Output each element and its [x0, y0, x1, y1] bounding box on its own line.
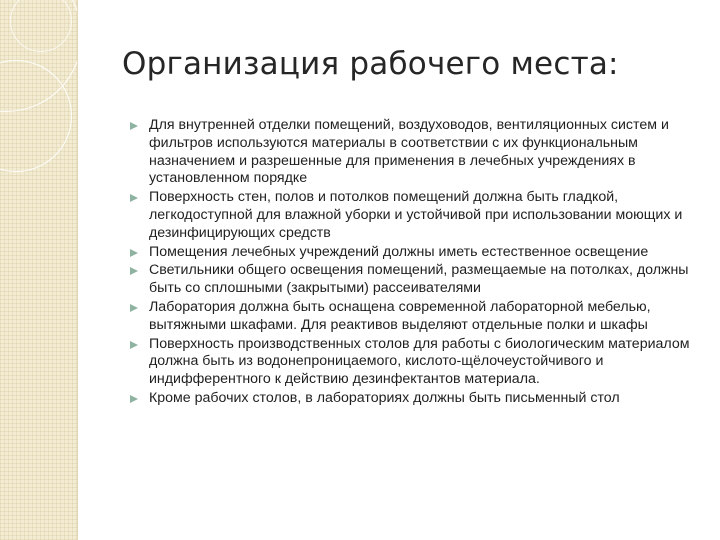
bullet-arrow-icon	[130, 267, 138, 275]
bullet-text: Кроме рабочих столов, в лабораториях должны быть письменный стол	[149, 389, 620, 406]
bullet-text: Для внутренней отделки помещений, воздуховодов, вентиляционных систем и фильтров используются материалы в соответствии с их функциональным назначением и разрешенные для применения в лечебных учреждениях в установленном порядке	[149, 117, 669, 187]
bullet-item	[130, 299, 692, 335]
bullet-arrow-icon	[130, 304, 138, 312]
bullet-item	[130, 244, 692, 262]
bullet-text: Поверхность стен, полов и потолков помещений должна быть гладкой, легкодоступной для влажной уборки и устойчивой при использовании моющих и дезинфицирующих средств	[149, 189, 683, 241]
bullet-text: Светильники общего освещения помещений, размещаемые на потолках, должны быть со сплошными (закрытыми) рассеивателями	[149, 262, 689, 297]
bullet-arrow-icon	[130, 194, 138, 202]
bullet-arrow-icon	[130, 249, 138, 257]
bullet-item	[130, 189, 692, 242]
bullet-text: Поверхность производственных столов для работы с биологическим материалом должна быть из водонепроницаемого, кислото-щёлочеустойчивого и индифферентного к действию дезинфектантов материала.	[149, 335, 690, 388]
bullet-list	[130, 117, 692, 409]
decorative-side-panel	[0, 0, 78, 540]
bullet-item	[130, 262, 692, 298]
bullet-item	[130, 336, 692, 389]
bullet-arrow-icon	[130, 395, 138, 403]
bullet-arrow-icon	[130, 341, 138, 349]
bullet-item	[130, 390, 692, 408]
bullet-arrow-icon	[130, 122, 138, 130]
bullet-text: Лаборатория должна быть оснащена современной лабораторной мебелью, вытяжными шкафами. Для реактивов выделяют отдельные полки и шкафы	[149, 298, 651, 333]
slide-title: Организация рабочего места:	[122, 46, 619, 82]
bullet-item	[130, 117, 692, 188]
bullet-text: Помещения лечебных учреждений должны иметь естественное освещение	[149, 243, 649, 260]
